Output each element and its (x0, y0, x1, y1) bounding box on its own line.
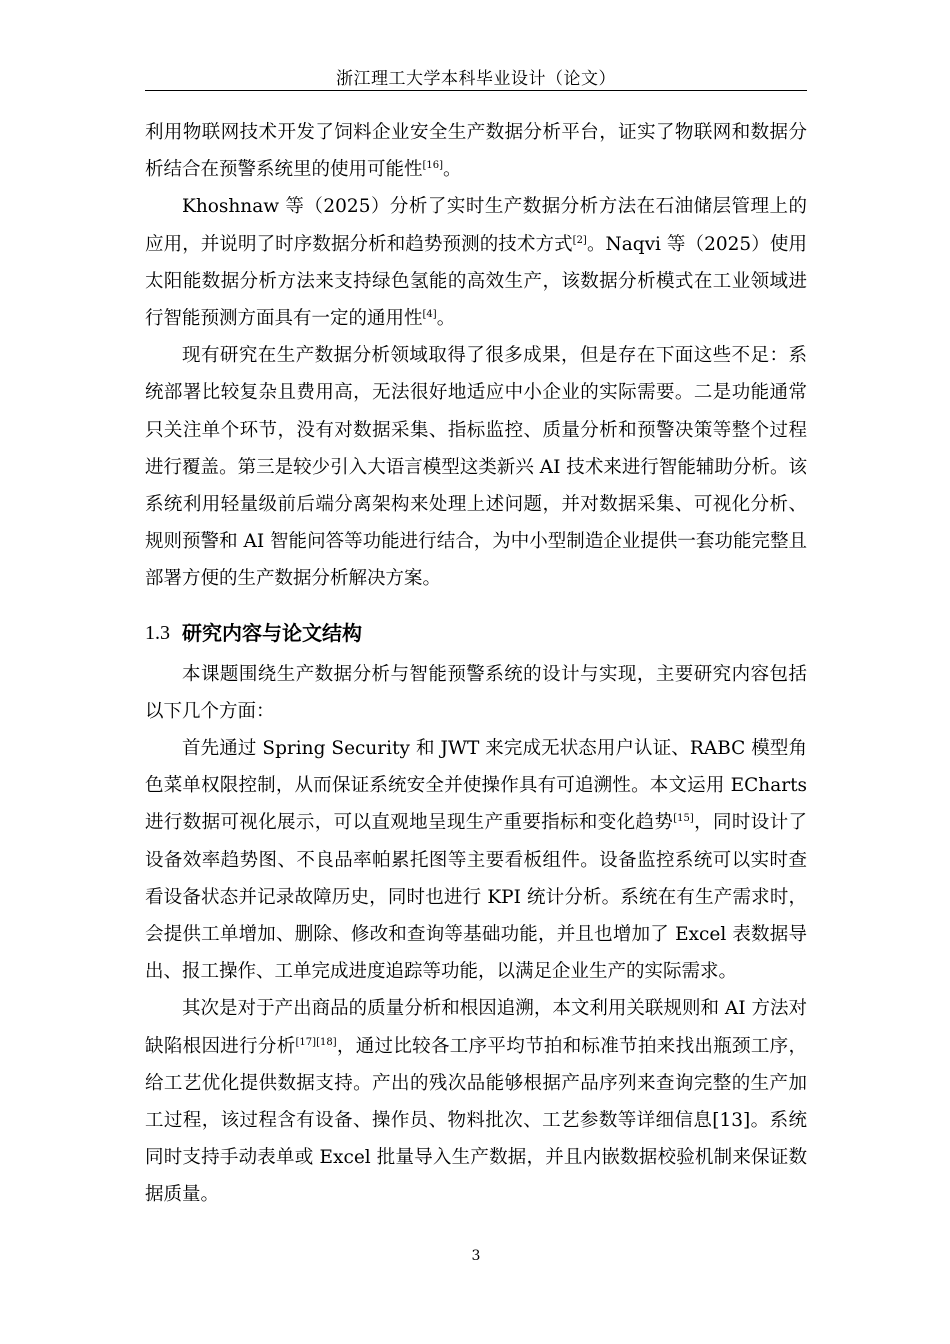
document-body (145, 114, 807, 1214)
paragraph-2-text-b: 。Naqvi 等（2025）使用太阳能数据分析方法来支持绿色氢能的高效生产，该数据分析模式在工业领域进行智能预测方面具有一定的通用性 (145, 233, 807, 330)
paragraph-5 (145, 730, 807, 990)
paragraph-3: 现有研究在生产数据分析领域取得了很多成果，但是存在下面这些不足：系统部署比较复杂且费用高，无法很好地适应中小企业的实际需要。二是功能通常只关注单个环节，没有对数据采集、指标监控、质量分析和预警决策等整个过程进行覆盖。第三是较少引入大语言模型这类新兴 AI 技术来进行智能辅助分析。该系统利用轻量级前后端分离架构来处理上述问题，并对数据采集、可视化分析、规则预警和 AI 智能问答等功能进行结合，为中小型制造企业提供一套功能完整且部署方便的生产数据分析解决方案。 (145, 345, 807, 590)
citation-2: [2] (572, 234, 587, 246)
paragraph-2-text-a: Khoshnaw 等（2025）分析了实时生产数据分析方法在石油储层管理上的应用，并说明了时序数据分析和趋势预测的技术方式 (145, 196, 807, 255)
paragraph-1 (145, 114, 807, 188)
citation-16: [16] (422, 160, 444, 172)
paragraph-6-text-a: 其次是对于产出商品的质量分析和根因追溯，本文利用关联规则和 AI 方法对缺陷根因进行分析 (145, 998, 807, 1057)
running-header: 浙江理工大学本科毕业设计（论文） (336, 69, 616, 89)
paragraph-1-text-b: 。 (443, 159, 462, 181)
paragraph-2-text-c: 。 (436, 308, 456, 330)
paragraph-1-text-a: 利用物联网技术开发了饲料企业安全生产数据分析平台，证实了物联网和数据分析结合在预警系统里的使用可能性 (145, 122, 807, 181)
page-number: 3 (471, 1248, 481, 1264)
paragraph-6-text-b: ，通过比较各工序平均节拍和标准节拍来找出瓶颈工序，给工艺优化提供数据支持。产出的残次品能够根据产品序列来查询完整的生产加工过程，该过程含有设备、操作员、物料批次、工艺参数等详细信息[13]。系统同时支持手动表单或 Excel 批量导入生产数据，并且内嵌数据校验机制来保证数据质量。 (145, 1035, 807, 1206)
paragraph-2 (145, 188, 807, 337)
citation-18: [18] (316, 1036, 337, 1048)
paragraph-4: 本课题围绕生产数据分析与智能预警系统的设计与实现，主要研究内容包括以下几个方面： (145, 663, 807, 722)
paragraph-5-text-b: ，同时设计了设备效率趋势图、不良品率帕累托图等主要看板组件。设备监控系统可以实时查看设备状态并记录故障历史，同时也进行 KPI 统计分析。系统在有生产需求时，会提供工单增加、删除、修改和查询等基础功能，并且也增加了 Excel 表数据导出、报工操作、工单完成进度追踪等功能，以满足企业生产的实际需求。 (145, 812, 807, 983)
section-heading (145, 618, 807, 648)
paragraph-6 (145, 990, 807, 1213)
citation-17: [17] (295, 1036, 317, 1048)
section-number: 1.3 (145, 621, 170, 644)
section-title: 研究内容与论文结构 (182, 620, 362, 645)
citation-4: [4] (422, 309, 437, 321)
header-rule (145, 90, 807, 91)
citation-15: [15] (673, 813, 694, 825)
paragraph-5-text-a: 首先通过 Spring Security 和 JWT 来完成无状态用户认证、RABC 模型角色菜单权限控制，从而保证系统安全并使操作具有可追溯性。本文运用 ECharts 进行数据可视化展示，可以直观地呈现生产重要指标和变化趋势 (145, 738, 807, 834)
